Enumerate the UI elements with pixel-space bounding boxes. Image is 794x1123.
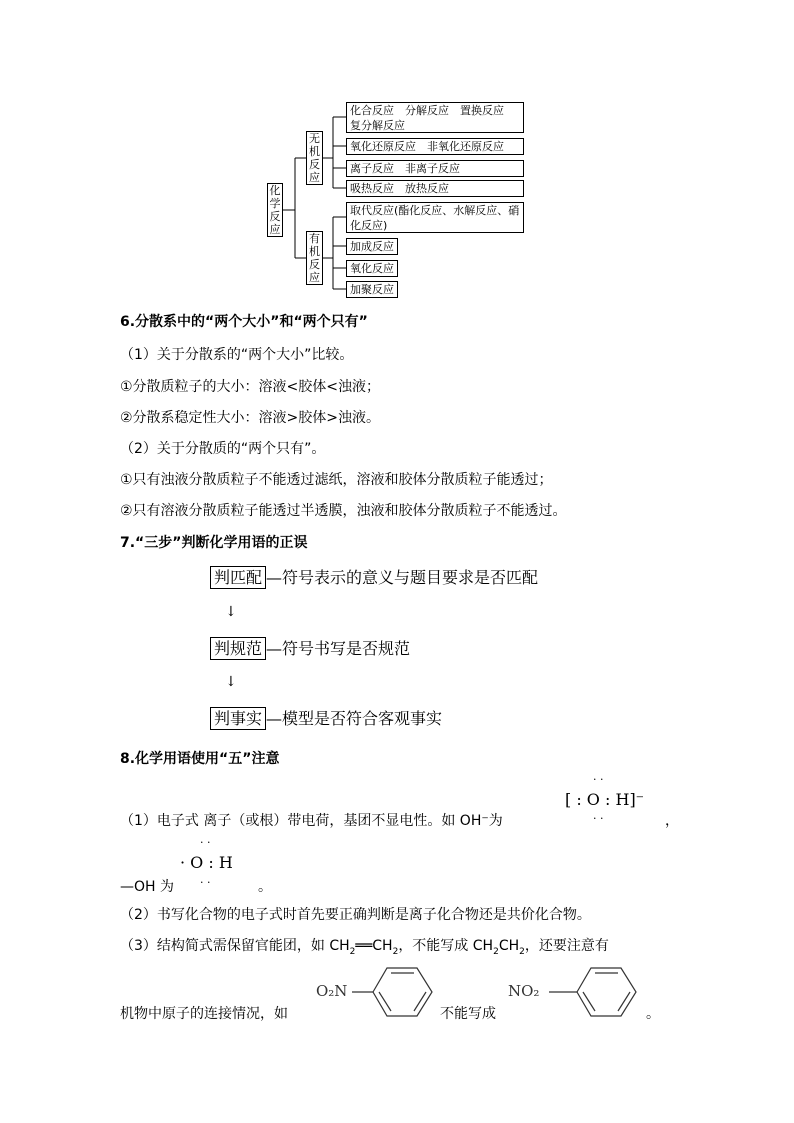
tree-item: 吸热反应 放热反应 — [346, 180, 524, 197]
benzene-ring-icon — [545, 962, 645, 1022]
sec8-p5-c: 。 — [646, 1006, 660, 1022]
nitro-left-label: O₂N — [316, 982, 348, 1000]
step-arrow: ↓ — [225, 604, 237, 620]
tree-root: 化学反应 — [267, 183, 283, 237]
sec8-p3: （2）书写化合物的电子式时首先要正确判断是离子化合物还是共价化合物。 — [120, 907, 591, 923]
dots-bottom: · · — [593, 812, 604, 825]
sec8-p4: （3）结构简式需保留官能团，如 $CH_2══CH_2$，不能写成 $CH_2CH_2$，还要注意有 — [120, 938, 609, 957]
dots-top: · · — [200, 836, 211, 849]
sec8-p1-end: ， — [665, 813, 679, 829]
benzene-ring-icon — [340, 962, 440, 1022]
tree-item: 化合反应 分解反应 置换反应 复分解反应 — [346, 102, 524, 133]
step-norm: 判规范 —符号书写是否规范 — [210, 636, 410, 659]
sec8-p5-a: 机物中原子的连接情况，如 — [120, 1006, 288, 1022]
sec6-p5: ①只有浊液分散质粒子不能透过滤纸，溶液和胶体分散质粒子能透过； — [120, 472, 553, 488]
sec8-p1: （1）电子式 离子（或根）带电荷，基团不显电性。如 OH⁻为 — [120, 813, 503, 829]
sec8-p5-b: 不能写成 — [440, 1006, 496, 1022]
tree-item: 取代反应(酯化反应、水解反应、硝 化反应) — [346, 202, 524, 233]
hydroxide-ion-formula: [ : O : H]⁻ — [565, 790, 645, 809]
tree-item: 加聚反应 — [346, 281, 398, 298]
tree-inorganic: 无机反应 — [306, 131, 323, 185]
dots-bottom: · · — [200, 876, 211, 889]
dots-top: · · — [593, 773, 604, 786]
tree-item: 离子反应 非离子反应 — [346, 160, 524, 177]
nitro-right-label: NO₂ — [508, 982, 540, 1000]
step-arrow: ↓ — [225, 674, 237, 690]
sec8-p2-start: —OH 为 — [120, 879, 174, 895]
sec6-title: 6.分散系中的“两个大小”和“两个只有” — [120, 314, 368, 330]
sec6-p3: ②分散系稳定性大小：溶液>胶体>浊液。 — [120, 410, 381, 426]
tree-item: 加成反应 — [346, 238, 398, 255]
sec8-p2-end: 。 — [258, 879, 272, 895]
tree-organic: 有机反应 — [306, 231, 323, 285]
sec8-title: 8.化学用语使用“五”注意 — [120, 751, 280, 767]
sec7-title: 7.“三步”判断化学用语的正误 — [120, 535, 308, 551]
sec6-p1: （1）关于分散系的“两个大小”比较。 — [120, 347, 354, 363]
tree-item: 氧化反应 — [346, 260, 398, 277]
step-fact: 判事实 —模型是否符合客观事实 — [210, 706, 442, 729]
sec6-p4: （2）关于分散质的“两个只有”。 — [120, 441, 326, 457]
sec6-p6: ②只有溶液分散质粒子能透过半透膜，浊液和胶体分散质粒子不能透过。 — [120, 503, 567, 519]
sec6-p2: ①分散质粒子的大小：溶液<胶体<浊液； — [120, 379, 381, 395]
step-match: 判匹配 —符号表示的意义与题目要求是否匹配 — [210, 565, 538, 588]
tree-item: 氧化还原反应 非氧化还原反应 — [346, 138, 524, 155]
hydroxyl-formula: · O : H — [180, 853, 233, 872]
